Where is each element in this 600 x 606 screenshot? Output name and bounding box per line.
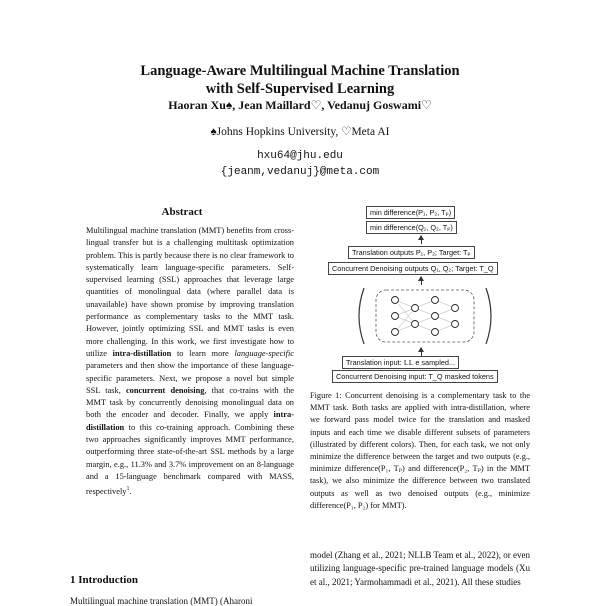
abstract-part: Multilingual machine translation (MMT) benefits from cross-lingual transfer but is a challenging multitask optimization problem. This is partly because there is no clear framework to systematically learn language-specific parameters. Self-supervised learning (SSL) approaches that leverage large quantities of monolingual data (where parallel data is unavailable) have shown promise by improving translation performance as complementary tasks to the MMT task. However, jointly optimizing SSL and MMT tasks is even more challenging. In this work, we first investigate how to utilize: [86, 226, 294, 358]
right-paren: [486, 288, 491, 344]
section-heading-introduction: 1 Introduction: [70, 574, 138, 586]
caption-text: Concurrent denoising is a complementary task to the MMT task. Both tasks are applied with intra-distillation, where we forward pass model twice for the translation and masked inputs and each time we disable different subsets of parameters (illustrated by different colors). Then, for each task, we not only minimize the difference between the target and two outputs (e.g., minimize difference(P₁, Tₚ) and difference(P₂, Tₚ) in the MMT task), we also minimize the difference between two translated outputs as well as two denoised outputs (e.g., minimize difference(P₁, P₂) for MMT).: [310, 391, 530, 510]
abstract-part: .: [129, 487, 132, 497]
title-line-1: Language-Aware Multilingual Machine Translation: [140, 63, 460, 79]
model-boundary: [376, 290, 474, 342]
box-min-diff-translation: min difference(P₁, P₂, Tₚ): [366, 206, 455, 219]
abstract-body: [86, 225, 294, 498]
abstract-bold: concurrent denoising: [125, 385, 205, 395]
abstract-heading: Abstract: [161, 206, 203, 218]
box-denoising-outputs: Concurrent Denoising outputs Q₁, Q₂; Target: T_Q: [328, 262, 498, 275]
abstract-part: to learn more: [171, 348, 235, 358]
abstract-part: parameters and then show the importance of these language-specific parameters. Next, we propose a novel but simple SSL task,: [86, 361, 294, 395]
network-nodes: [392, 297, 459, 336]
right-column-body: model (Zhang et al., 2021; NLLB Team et al., 2022), or even utilizing language-specific pre-trained language models (Xu et al., 2021; Yarmohammadi et al., 2021). All these studies: [310, 550, 530, 587]
arrow-up-icon: [418, 276, 424, 281]
email-1: hxu64@jhu.edu: [257, 150, 343, 162]
network-edges: [395, 300, 455, 332]
intro-first-line: Multilingual machine translation (MMT) (Aharoni: [70, 596, 253, 606]
arrow-up-icon: [418, 235, 424, 240]
left-paren: [359, 288, 364, 344]
affiliations: ♠Johns Hopkins University, ♡Meta AI: [210, 126, 390, 138]
footnote-mark: 1: [126, 486, 130, 493]
figure-caption: [310, 390, 530, 512]
abstract-bold: intra-distillation: [112, 348, 172, 358]
paper-title: [0, 62, 600, 98]
abstract-part: to this co-training approach. Combining these two approaches significantly improves MMT performance, outperforming three state-of-the-art SSL methods by a large margin, e.g., 11.3% and 3.7% improvement on an 8-language and a 15-language benchmark compared with MASS, respectively: [86, 422, 294, 497]
abstract-bold: intra-distillation: [86, 410, 294, 432]
abstract-italic: language-specific: [234, 348, 294, 358]
box-denoising-input: Concurrent Denoising input: T_Q masked tokens: [332, 370, 498, 383]
authors: Haoran Xu♠, Jean Maillard♡, Vedanuj Goswami♡: [168, 98, 432, 112]
arrow-up-icon: [418, 347, 424, 352]
email-2: {jeanm,vedanuj}@meta.com: [220, 166, 380, 178]
box-translation-input: Translation input: 𝕃𝕃 e sampled...: [342, 356, 459, 369]
caption-label: Figure 1:: [310, 391, 346, 400]
title-line-2: with Self-Supervised Learning: [205, 81, 395, 97]
network-diagram: [350, 284, 500, 348]
box-min-diff-denoise: min difference(Q₁, Q₂, Tₚ): [366, 221, 457, 234]
box-translation-outputs: Translation outputs P₁, P₂; Target: Tₚ: [348, 246, 475, 259]
abstract-part: , that co-trains with the MMT task by concurrently denoising monolingual data on both the encoder and decoder. Finally, we apply: [86, 385, 294, 420]
figure-1: [310, 200, 530, 385]
